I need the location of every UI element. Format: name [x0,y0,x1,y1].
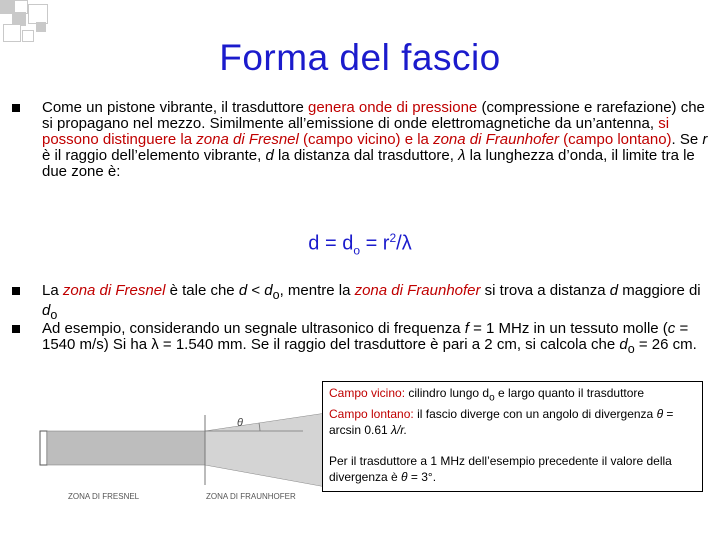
paragraph-1-segment: la lunghezza d’onda, il limite tra le due zone è: [42,147,695,180]
formula-mid: = r [360,232,390,255]
near-field-label: Campo vicino: [329,386,406,400]
divergence-formula-end: λ/r. [391,423,408,438]
paragraph-2-segment: zona di Fraunhofer [354,282,481,299]
near-field-sub: o [489,392,495,404]
note-box [322,381,703,492]
far-field-note [329,406,696,438]
paragraph-2-segment: , mentre la [279,282,355,299]
formula-sup: 2 [389,231,397,245]
example-text-2: = 3°. [407,470,437,485]
paragraph-1-segment: . Se [671,131,703,148]
far-field-text: il fascio diverge con un angolo di divergenza [413,407,657,422]
paragraph-2-segment: zona di Fresnel [62,282,166,299]
bullet-marker-1 [12,104,20,112]
far-field-cone [205,413,326,487]
paragraph-2-segment: maggiore di [618,282,701,299]
paragraph-1-segment: Come un pistone vibrante, il trasduttore [42,99,308,116]
example-theta: θ [401,470,408,485]
paragraph-2-segment: < [247,282,265,299]
paragraph-2-segment: d [42,302,51,319]
divergence-theta: θ [656,407,664,422]
paragraph-3-segment: = 26 cm. [634,336,697,353]
paragraph-2-segment: o [50,308,58,322]
example-note [329,453,696,485]
paragraph-2-segment: o [272,288,280,302]
paragraph-3-segment: d [619,336,628,353]
paragraph-2-segment: d [609,282,619,299]
paragraph-2-segment: La [42,282,63,299]
paragraph-1-segment: è il raggio dell’elemento vibrante, [42,147,266,164]
transducer-element [40,431,47,465]
paragraph-1-segment: (campo lontano) [558,131,672,148]
near-field-text-1: cilindro lungo d [405,386,490,400]
paragraph-3-segment: f [464,320,469,337]
fraunhofer-zone-label: ZONA DI FRAUNHOFER [206,492,296,501]
divergence-formula: = arcsin 0.61 [329,407,674,438]
paragraph-3-segment: c [667,320,676,337]
formula-near-field-limit [0,231,720,258]
paragraph-1-segment: (compressione e rarefazione) che si propagano nel mezzo. Similmente all’emissione di onde elettromagnetiche da un’antenna, [42,99,705,132]
paragraph-2-segment: si trova a distanza [480,282,610,299]
beam-shape-diagram [38,405,328,505]
paragraph-1-segment: genera onde di pressione [307,99,478,116]
near-field-cylinder [47,431,205,465]
paragraph-2-segment: d [238,282,248,299]
paragraph-1-segment: si possono distinguere la [42,115,670,148]
paragraph-2-segment: è tale che [165,282,239,299]
paragraph-2 [42,283,710,323]
formula-end: /λ [396,232,412,255]
paragraph-1-segment: zona di Fresnel [196,131,299,148]
bullet-marker-3 [12,325,20,333]
paragraph-1-segment: d [265,147,274,164]
paragraph-3-segment: o [627,342,635,356]
near-field-text-2: e largo quanto il trasduttore [494,386,645,400]
paragraph-3 [42,321,710,357]
near-field-note [329,385,696,406]
formula-lhs: d = d [308,232,354,255]
paragraph-1-segment: r [702,131,708,148]
paragraph-1 [42,100,710,180]
far-field-label: Campo lontano: [329,407,414,422]
theta-label: θ [237,417,243,429]
formula-sub: o [353,243,361,258]
paragraph-1-segment: zona di Fraunhofer [433,131,559,148]
paragraph-2-segment: d [264,282,273,299]
paragraph-3-segment: = 1540 m/s) Si ha λ = 1.540 mm. Se il raggio del trasduttore è pari a 2 cm, si calcola che [42,320,689,353]
paragraph-1-segment: la distanza dal trasduttore, [273,147,459,164]
paragraph-3-segment: = 1 MHz in un tessuto molle ( [468,320,668,337]
paragraph-1-segment: λ [458,147,466,164]
bullet-marker-2 [12,287,20,295]
example-text-1: Per il trasduttore a 1 MHz dell’esempio precedente il valore della divergenza è [329,454,672,485]
slide-title: Forma del fascio [219,37,501,78]
fresnel-zone-label: ZONA DI FRESNEL [68,492,140,501]
paragraph-1-segment: (campo vicino) e la [298,131,434,148]
paragraph-3-segment: Ad esempio, considerando un segnale ultrasonico di frequenza [42,320,465,337]
